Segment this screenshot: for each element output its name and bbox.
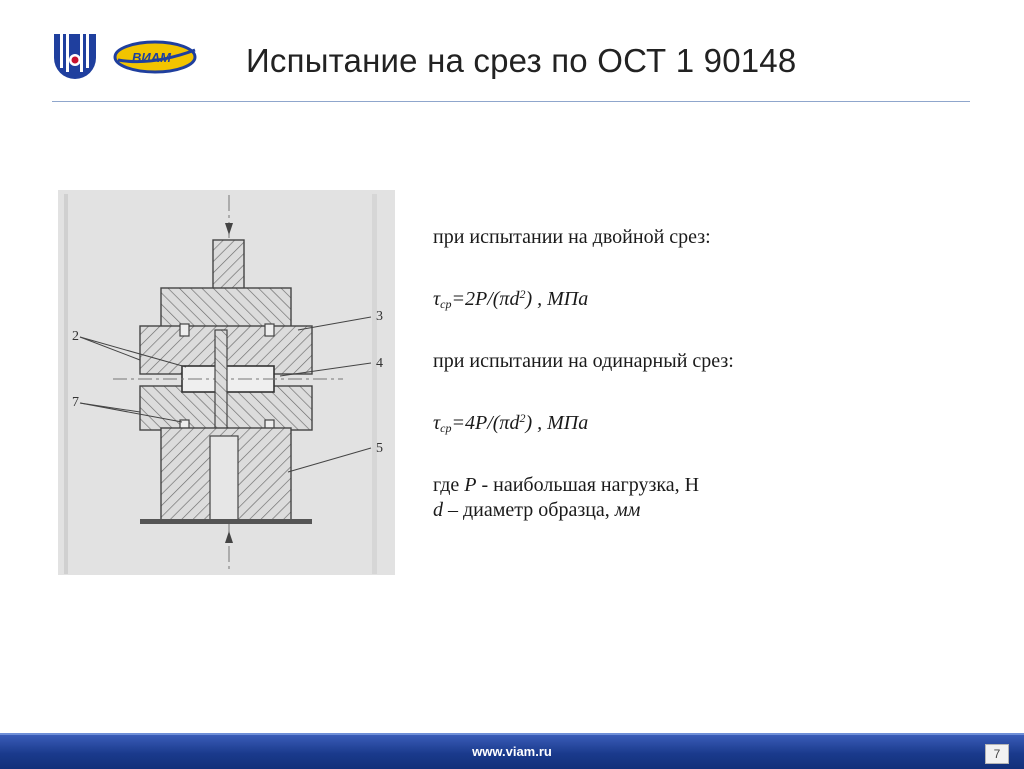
callout-label-4: 4 (376, 356, 383, 371)
bushing-upper-right (265, 324, 274, 336)
footer-bar (0, 733, 1024, 769)
emblem-logo (54, 34, 96, 79)
viam-oval-logo (115, 42, 195, 72)
shear-knife (215, 330, 227, 430)
fixture-diagram (58, 190, 395, 575)
title-divider (52, 101, 970, 102)
footer-url-link[interactable]: www.viam.ru (472, 744, 552, 759)
callout-label-7: 7 (72, 395, 79, 410)
formula-text-block (433, 225, 853, 523)
page-number: 7 (985, 744, 1009, 764)
double-shear-label: при испытании на двойной срез: (433, 226, 711, 248)
base-slot (210, 436, 238, 520)
shear-test-fixture-drawing (58, 190, 395, 575)
callout-label-5: 5 (376, 441, 383, 456)
load-definition: где P - наибольшая нагрузка, Н (433, 474, 700, 496)
logo-text: ВИАМ (132, 50, 171, 65)
diameter-definition: d – диаметр образца, мм (433, 499, 641, 521)
bushing-upper-left (180, 324, 189, 336)
viam-logo (52, 30, 202, 88)
upper-holder (161, 288, 291, 328)
logo-group (52, 30, 202, 88)
single-shear-formula: $\tau_{ср}=4P/(\pi d^2)$ , МПа (433, 411, 589, 435)
single-shear-label: при испытании на одинарный срез: (433, 350, 734, 372)
page-title: Испытание на срез по ОСТ 1 90148 (246, 42, 797, 79)
base-plate (140, 519, 312, 524)
callout-label-3: 3 (376, 309, 383, 324)
double-shear-formula: $\tau_{ср}=2P/(\pi d^2)$ , МПа (433, 287, 589, 311)
upper-punch (213, 240, 244, 290)
callout-label-2: 2 (72, 329, 79, 344)
